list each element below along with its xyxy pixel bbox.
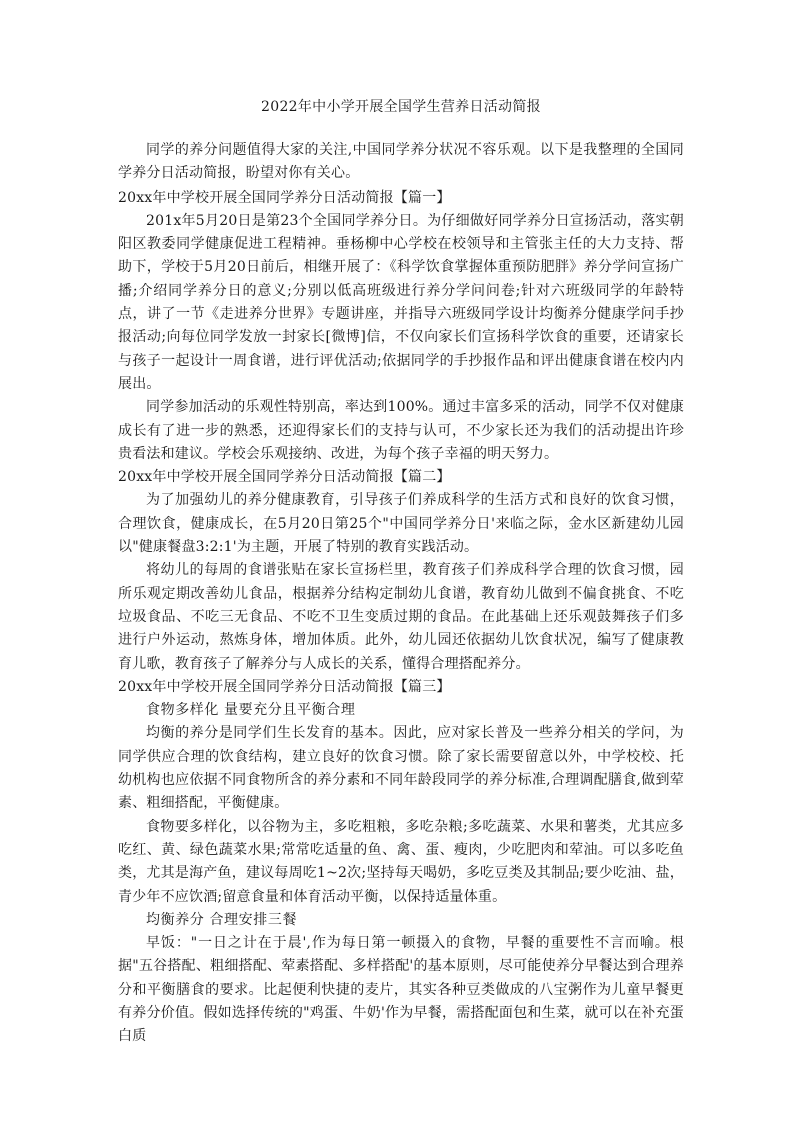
section-heading-2: 20xx年中学校开展全国同学养分日活动简报【篇二】 bbox=[118, 469, 451, 486]
section-heading-3: 20xx年中学校开展全国同学养分日活动简报【篇三】 bbox=[118, 678, 451, 695]
section3-paragraph: 均衡的养分是同学们生长发育的基本。因此，应对家长普及一些养分相关的学问，为同学供应合理的饮食结构，建立良好的饮食习惯。除了家长需要留意以外，中学校校、托幼机构也应依据不同食物所含的养分素和不同年龄段同学的养分标准,合理调配膳食,做到荤素、粗细搭配，平衡健康。 bbox=[118, 725, 684, 812]
section3-paragraph: 早饭："一日之计在于晨',作为每日第一顿摄入的食物，早餐的重要性不言而喻。根据"五谷搭配、粗细搭配、荤素搭配、多样搭配'的基本原则，尽可能使养分早餐达到合理养分和平衡膳食的要求。比起便利快捷的麦片，其实各种豆类做成的八宝粥作为儿童早餐更有养分价值。假如选择传统的"鸡蛋、牛奶'作为早餐，需搭配面包和生菜，就可以在补充蛋白质 bbox=[118, 935, 684, 1045]
section1-paragraph: 201x年5月20日是第23个全国同学养分日。为仔细做好同学养分日宣扬活动，落实朝阳区教委同学健康促进工程精神。垂杨柳中心学校在校领导和主管张主任的大力支持、帮助下，学校于5月20日前后，相继开展了：《科学饮食掌握体重预防肥胖》养分学问宣扬广播;介绍同学养分日的意义;分别以低高班级进行养分学问问卷;针对六班级同学的年龄特点，讲了一节《走进养分世界》专题讲座，并指导六班级同学设计均衡养分健康学问手抄报活动;向每位同学发放一封家长[微博]信，不仅向家长们宣扬科学饮食的重要，还请家长与孩子一起设计一周食谱，进行评优活动;依据同学的手抄报作品和评出健康食谱在校内内展出。 bbox=[118, 212, 684, 392]
section2-paragraph: 将幼儿的每周的食谱张贴在家长宣扬栏里，教育孩子们养成科学合理的饮食习惯，园所乐观定期改善幼儿食品，根据养分结构定制幼儿食谱，教育幼儿做到不偏食挑食、不吃垃圾食品、不吃三无食品、不吃不卫生变质过期的食品。在此基础上还乐观鼓舞孩子们多进行户外运动，熬炼身体，增加体质。此外，幼儿园还依据幼儿饮食状况，编写了健康教育儿歌，教育孩子了解养分与人成长的关系，懂得合理搭配养分。 bbox=[118, 562, 684, 672]
subheading-three-meals: 均衡养分 合理安排三餐 bbox=[146, 911, 298, 928]
intro-paragraph: 同学的养分问题值得大家的关注,中国同学养分状况不容乐观。以下是我整理的全国同学养分日活动简报，盼望对你有关心。 bbox=[118, 142, 684, 182]
section3-paragraph: 食物要多样化，以谷物为主，多吃粗粮，多吃杂粮;多吃蔬菜、水果和薯类，尤其应多吃红、黄、绿色蔬菜水果;常常吃适量的鱼、禽、蛋、瘦肉，少吃肥肉和荤油。可以多吃鱼类，尤其是海产鱼，建议每周吃1~2次;坚持每天喝奶，多吃豆类及其制品;要少吃油、盐，青少年不应饮酒;留意食量和体育活动平衡，以保持适量体重。 bbox=[118, 818, 684, 905]
section-heading-1: 20xx年中学校开展全国同学养分日活动简报【篇一】 bbox=[118, 189, 451, 206]
section1-paragraph: 同学参加活动的乐观性特别高，率达到100%。通过丰富多采的活动，同学不仅对健康成长有了进一步的熟悉，还迎得家长们的支持与认可，不少家长还为我们的活动提出许珍贵看法和建议。学校会乐观接纳、改进，为每个孩子幸福的明天努力。 bbox=[118, 399, 684, 462]
document-page bbox=[118, 97, 684, 1049]
document-title: 2022年中小学开展全国学生营养日活动简报 bbox=[261, 99, 541, 115]
section2-paragraph: 为了加强幼儿的养分健康教育，引导孩子们养成科学的生活方式和良好的饮食习惯，合理饮食，健康成长，在5月20日第25个"中国同学养分日'来临之际，金水区新建幼儿园以"健康餐盘3:2:1'为主题，开展了特别的教育实践活动。 bbox=[118, 492, 684, 556]
subheading-diverse-food: 食物多样化 量要充分且平衡合理 bbox=[146, 702, 356, 719]
